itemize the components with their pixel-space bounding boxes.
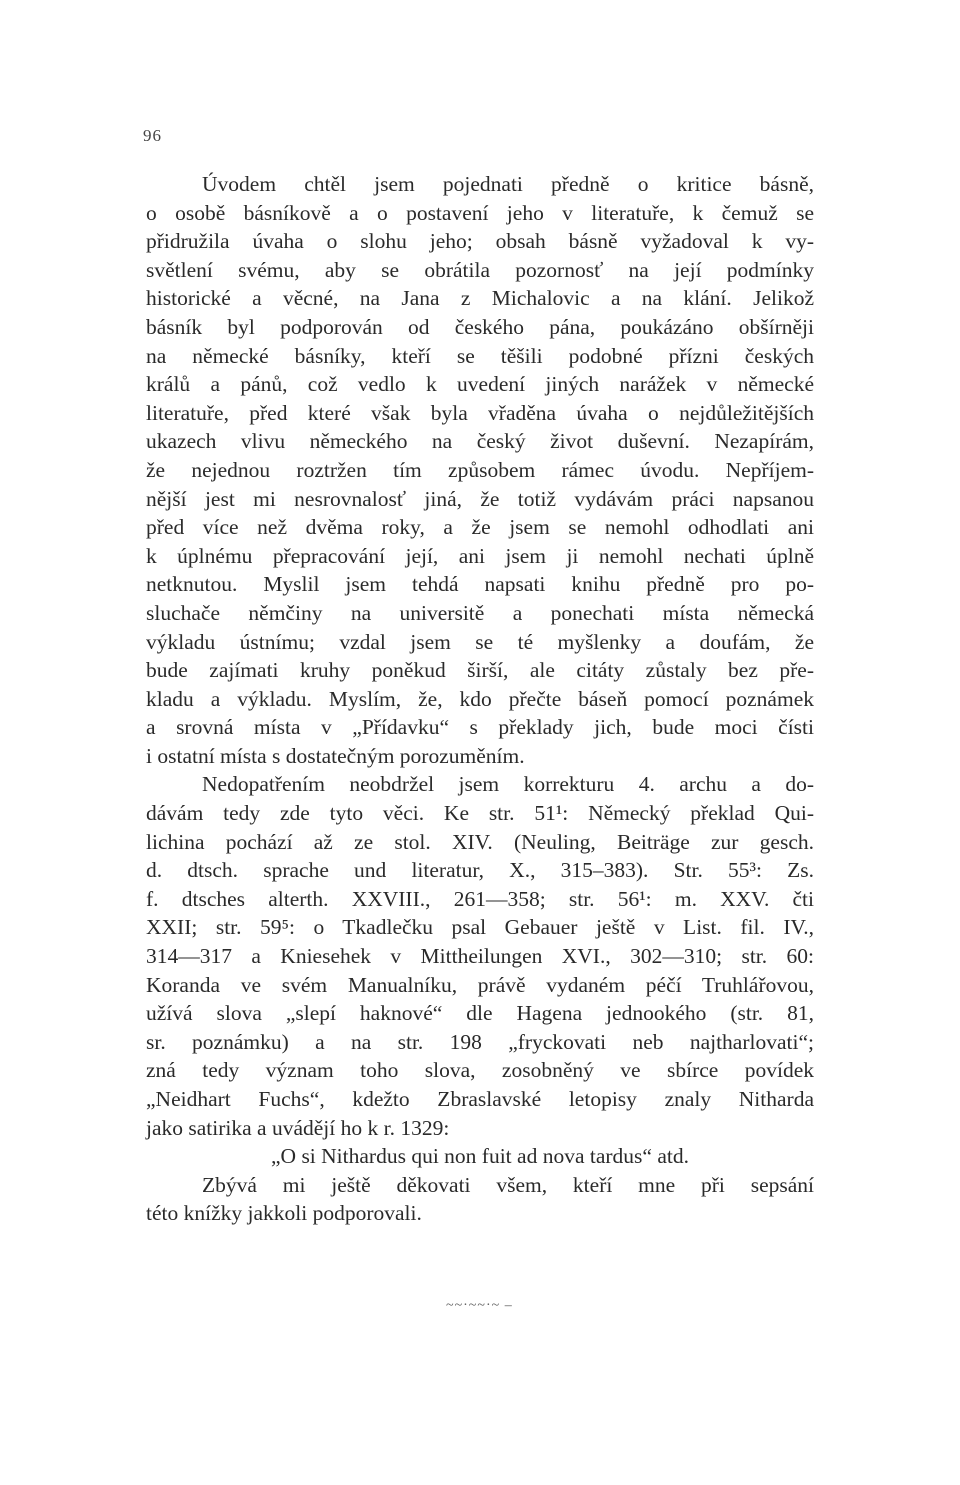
text-line: přidružila úvaha o slohu jeho; obsah básně vyžadoval k vy- xyxy=(146,229,814,254)
paragraph-intro xyxy=(146,170,814,770)
text-line: lichina pochází až ze stol. XIV. (Neuling, Beiträge zur gesch. xyxy=(146,829,814,854)
paragraph-thanks xyxy=(146,1171,814,1228)
text-line: k úplnému přepracování její, ani jsem ji nemohl nechati úplně xyxy=(146,543,814,568)
text-line: před více než dvěma roky, a že jsem se nemohl odhodlati ani xyxy=(146,515,814,540)
text-line: „Neidhart Fuchs“, kdežto Zbraslavské letopisy znaly Nitharda xyxy=(146,1087,814,1111)
text-line: o osobě básníkově a o postavení jeho v literatuře, k čemuž se xyxy=(146,200,814,225)
text-line: Nedopatřením neobdržel jsem korrekturu 4. archu a do- xyxy=(202,772,814,797)
text-line: dávám tedy zde tyto věci. Ke str. 51¹: Německý překlad Qui- xyxy=(146,801,814,826)
text-line: sr. poznámku) a na str. 198 „fryckovati neb najtharlovati“; xyxy=(146,1029,814,1054)
text-line: bude zajímati kruhy poněkud širší, ale citáty zůstaly bez pře- xyxy=(146,658,814,683)
text-line: že nejednou roztržen tím způsobem rámec úvodu. Nepříjem- xyxy=(146,457,814,482)
text-line: Úvodem chtěl jsem pojednati předně o kritice básně, xyxy=(202,172,814,196)
text-line: sluchače němčiny na universitě a ponechati místa německá xyxy=(146,600,814,625)
text-line: historické a věcné, na Jana z Michalovic a na klání. Jelikož xyxy=(146,286,814,311)
text-line: výkladu ústnímu; vzdal jsem se té myšlenky a doufám, že xyxy=(146,629,814,654)
text-line: 314—317 a Kniesehek v Mittheilungen XVI., 302—310; str. 60: xyxy=(146,944,814,969)
text-line: králů a pánů, což vedlo k uvedení jiných narážek v německé xyxy=(146,372,814,397)
text-line: d. dtsch. sprache und literatur, X., 315–383). Str. 55³: Zs. xyxy=(146,858,814,883)
text-line: zná tedy význam toho slova, zosobněný ve sbírce povídek xyxy=(146,1058,814,1083)
paragraph-corrections xyxy=(146,770,814,1142)
text-line: ukazech vlivu německého na český život duševní. Nezapírám, xyxy=(146,429,814,454)
text-line: f. dtsches alterth. XXVIII., 261—358; str. 56¹: m. XXV. čti xyxy=(146,886,814,911)
text-line: jako satirika a uvádějí ho k r. 1329: xyxy=(146,1115,450,1140)
quotation xyxy=(146,1142,814,1171)
text-line: této knížky jakkoli podporovali. xyxy=(146,1201,422,1226)
text-line: XXII; str. 59⁵: o Tkadlečku psal Gebauer ještě v List. fil. IV., xyxy=(146,915,814,940)
text-line: Koranda ve svém Manualníku, právě vydaném péčí Truhlářovou, xyxy=(146,972,814,997)
text-line: literatuře, před které však byla vřaděna úvaha o nejdůležitějších xyxy=(146,400,814,425)
page-number: 96 xyxy=(143,126,162,145)
text-line: užívá slova „slepí haknové“ dle Hagena jednookého (str. 81, xyxy=(146,1001,814,1026)
text-line: nější jest mi nesrovnalosť jiná, že totiž vydávám práci napsanou xyxy=(146,486,814,511)
text-line: světlení svému, aby se obrátila pozornosť na její podmínky xyxy=(146,257,814,282)
quotation-line: „O si Nithardus qui non fuit ad nova tardus“ atd. xyxy=(271,1144,689,1169)
text-line: kladu a výkladu. Myslím, že, kdo přečte báseň pomocí poznámek xyxy=(146,686,814,711)
body-text xyxy=(146,170,814,1228)
closing-ornament: ~~·~~·~ – xyxy=(446,1298,513,1313)
text-line: Zbývá mi ještě děkovati všem, kteří mne při sepsání xyxy=(202,1172,814,1197)
text-line: a srovná místa v „Přídavku“ s překlady jich, bude moci čísti xyxy=(146,715,814,740)
text-line: básník byl podporován od českého pána, poukázáno obšírněji xyxy=(146,314,814,339)
text-line: netknutou. Myslil jsem tehdá napsati knihu předně pro po- xyxy=(146,572,814,597)
text-line: na německé básníky, kteří se těšili podobné přízni českých xyxy=(146,343,814,368)
text-line: i ostatní místa s dostatečným porozuměním. xyxy=(146,743,525,768)
